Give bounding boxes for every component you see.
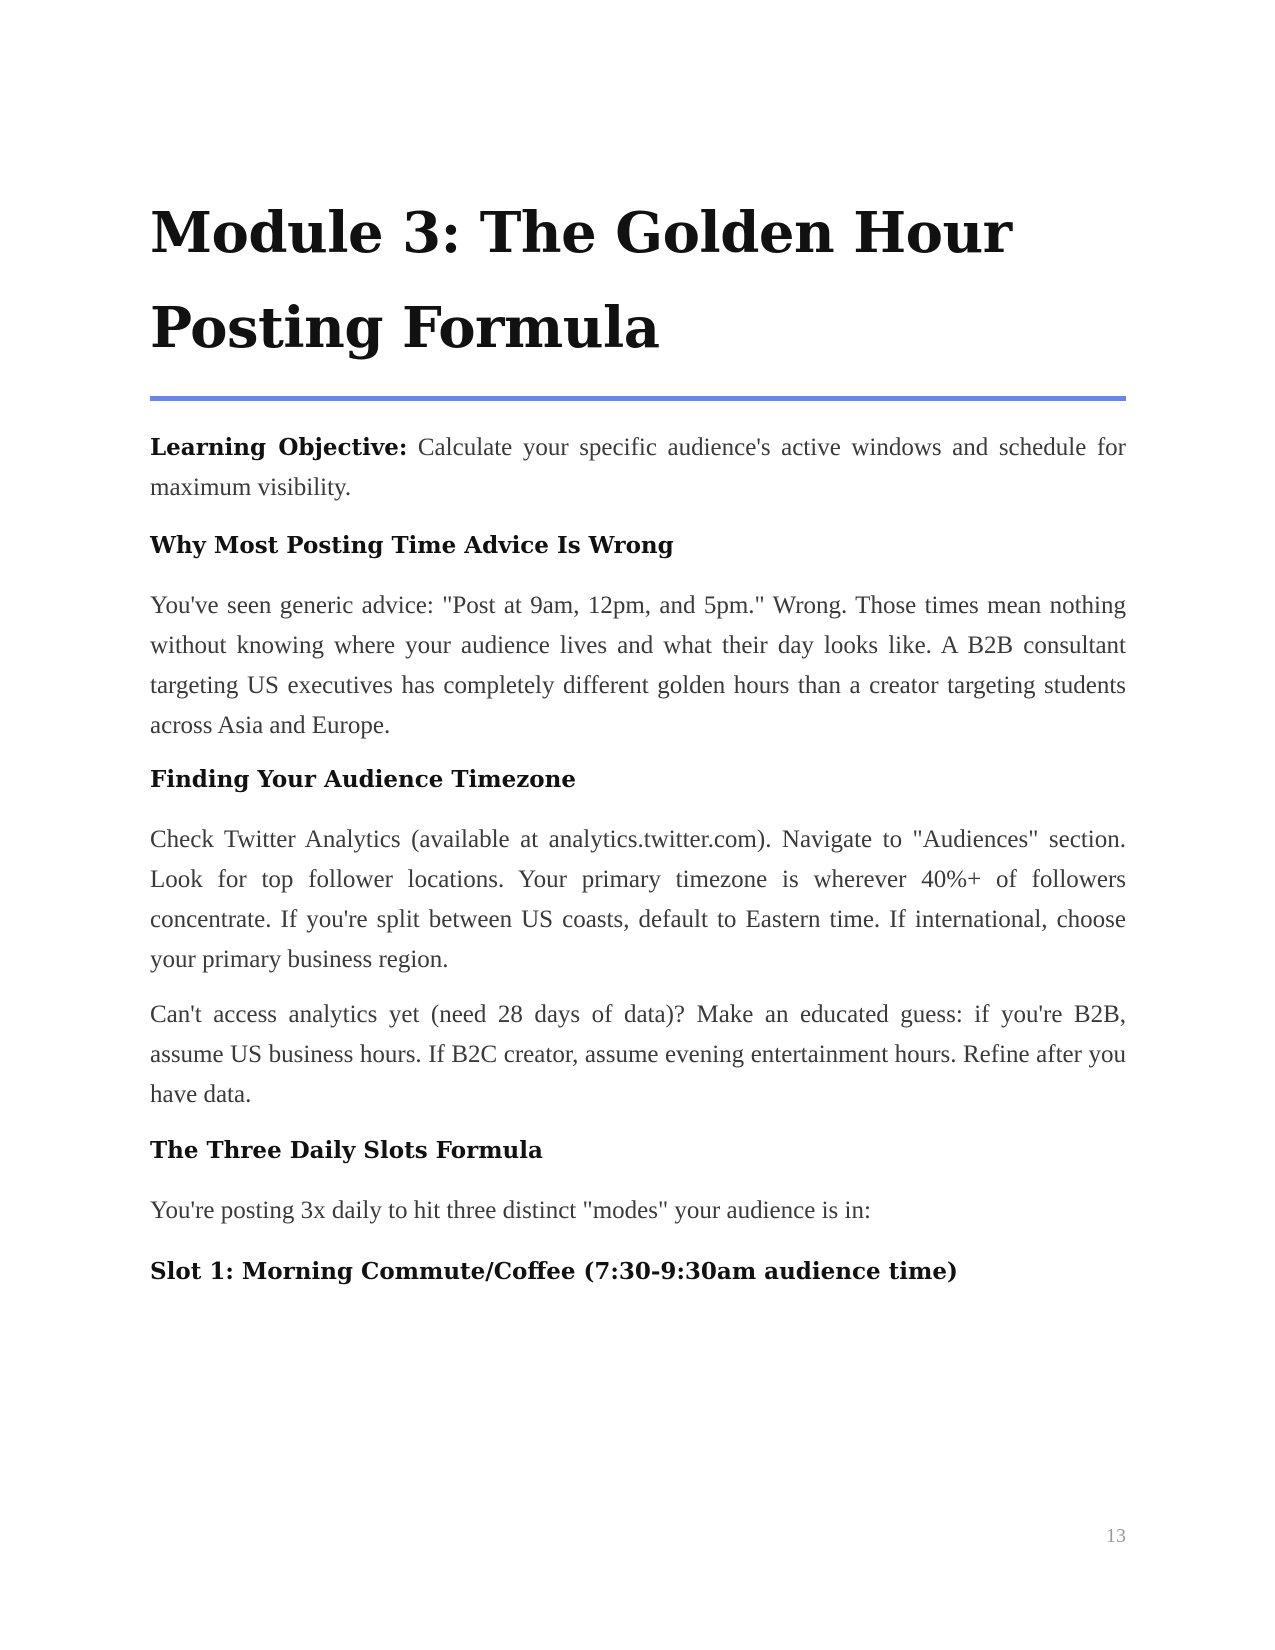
section-heading-audience-timezone: Finding Your Audience Timezone xyxy=(150,766,576,793)
title-divider xyxy=(150,396,1126,401)
slot-1-heading: Slot 1: Morning Commute/Coffee (7:30-9:30am audience time) xyxy=(150,1258,958,1285)
paragraph-educated-guess: Can't access analytics yet (need 28 days of data)? Make an educated guess: if you're B2B, assume US business hours. If B2C creator, assume evening entertainment hours. Refine after you have data. xyxy=(150,1001,1126,1108)
section-heading-posting-advice: Why Most Posting Time Advice Is Wrong xyxy=(150,532,674,559)
section-heading-daily-slots: The Three Daily Slots Formula xyxy=(150,1137,543,1164)
module-title: Module 3: The Golden Hour Posting Formula xyxy=(150,200,1012,361)
paragraph-audience-analytics: Check Twitter Analytics (available at analytics.twitter.com). Navigate to "Audiences" section. Look for top follower locations. Your primary timezone is wherever 40%+ of followers concentrate. If you're split between US coasts, default to Eastern time. If international, choose your primary business region. xyxy=(150,826,1126,973)
page-number: 13 xyxy=(1106,1525,1126,1547)
paragraph-posting-advice: You've seen generic advice: "Post at 9am, 12pm, and 5pm." Wrong. Those times mean nothing without knowing where your audience lives and what their day looks like. A B2B consultant targeting US executives has completely different golden hours than a creator targeting students across Asia and Europe. xyxy=(150,592,1126,739)
learning-objective-label: Learning Objective: xyxy=(150,434,408,461)
paragraph-daily-slots: You're posting 3x daily to hit three distinct "modes" your audience is in: xyxy=(150,1197,871,1224)
learning-objective-text: Calculate your specific audience's active windows and schedule for maximum visibility. xyxy=(150,434,1126,501)
document-page xyxy=(150,0,1126,1650)
learning-objective xyxy=(150,428,1126,508)
